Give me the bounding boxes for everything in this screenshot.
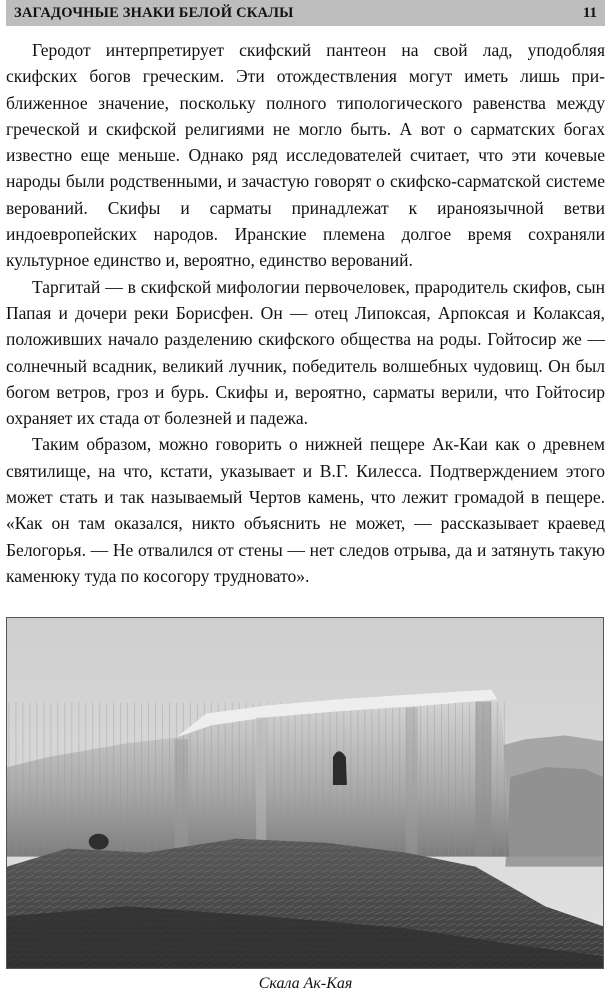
- paragraph: Таким образом, можно говорить о нижней пещере Ак-Каи как о древнем святилище, на что, кстати, указывает и В.Г. Килесса. Подтверждением этого может стать и так называемый Чертов камень, что лежит громадой в пещере. «Как он там оказался, никто объяснить не может, — рассказывает краевед Белогорья. — Не отвалился от стены — нет следов отрыва, да и затянуть такую каменюку туда по косогору трудновато».: [6, 434, 605, 586]
- photo-ak-kaya-cliff: [6, 617, 604, 969]
- paragraph: Геродот интерпретирует скифский пантеон на свой лад, уподобляя скифских богов греческим. Эти отождествления могут иметь лишь приближенное значение, поскольку полного типологического равенства между греческой и скифской религиями не могло быть. А вот о сарматских богах известно еще меньше. Однако ряд исследователей считает, что эти кочевые народы были родственными, и зачастую говорят о скифско-сарматской системе верований. Скифы и сарматы принадлежат к ираноязычной ветви индоевропейских народов. Иранские племена долгое время сохраняли культурное единство и, вероятно, единство верований.: [6, 40, 605, 271]
- running-title: ЗАГАДОЧНЫЕ ЗНАКИ БЕЛОЙ СКАЛЫ: [14, 4, 294, 21]
- body-text: [6, 37, 605, 589]
- paragraph: Таргитай — в скифской мифологии первочеловек, прародитель скифов, сын Папая и дочери реки Борисфен. Он — отец Липоксая, Арпоксая и Колаксая, положивших начало разделению скифского общества на роды. Гойтосир же — солнечный всадник, великий лучник, победитель волшебных чудовищ. Он был богом ветров, гроз и бурь. Скифы и, вероятно, сарматы верили, что Гойтосир охраняет их стада от болезней и падежа.: [6, 276, 605, 429]
- page-header: [6, 0, 605, 26]
- page-number: 11: [582, 4, 597, 21]
- figure-caption: Скала Ак-Кая: [258, 975, 353, 992]
